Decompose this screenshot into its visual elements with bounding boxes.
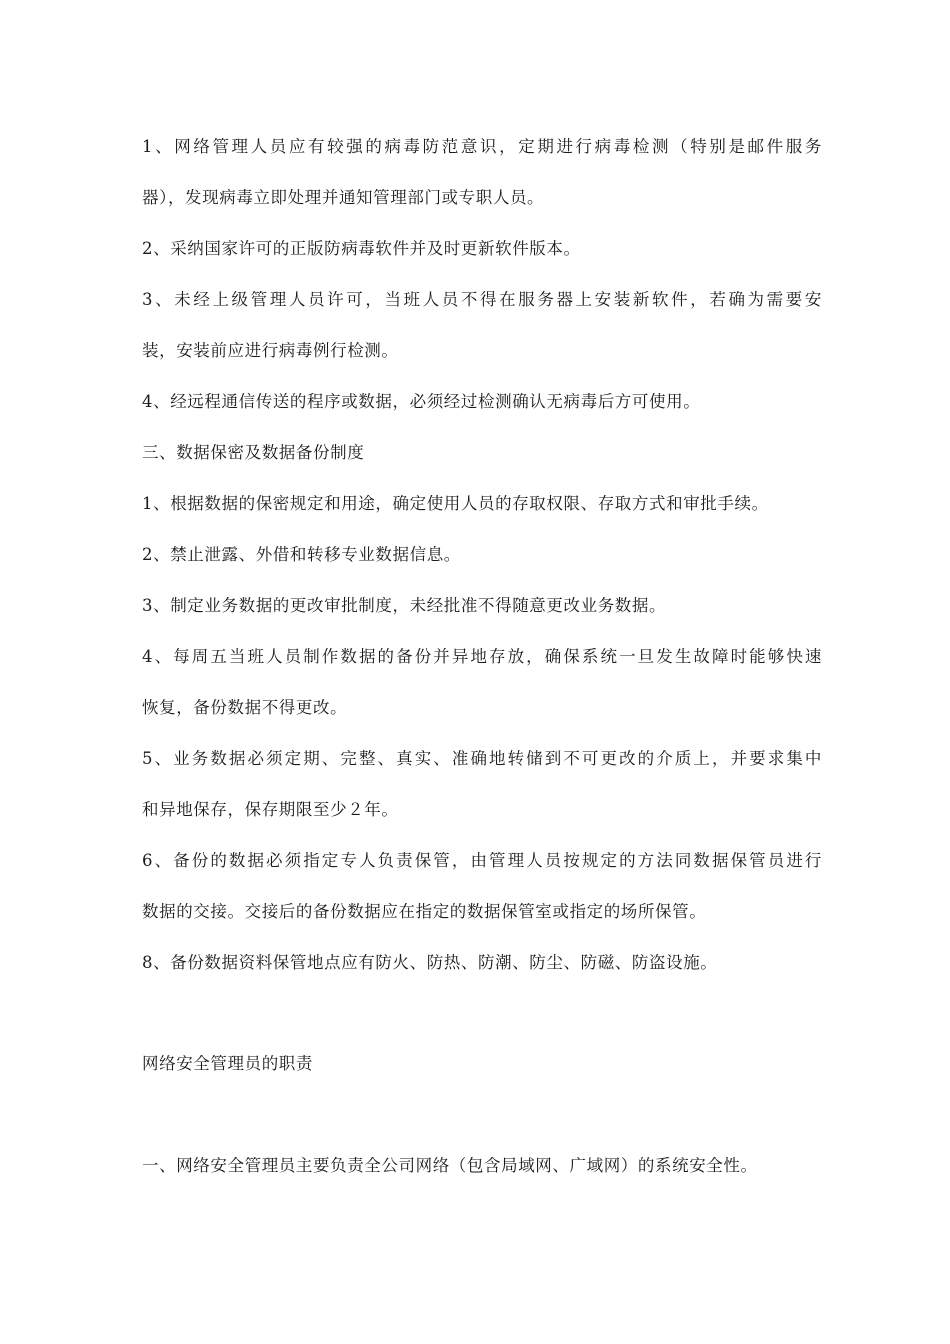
paragraph-line: 数据的交接。交接后的备份数据应在指定的数据保管室或指定的场所保管。 (142, 902, 707, 921)
paragraph-line: 3、未经上级管理人员许可，当班人员不得在服务器上安装新软件，若确为需要安 (142, 290, 822, 309)
paragraph-line: 5、业务数据必须定期、完整、真实、准确地转储到不可更改的介质上，并要求集中 (142, 749, 822, 768)
paragraph-line: 恢复，备份数据不得更改。 (142, 698, 348, 717)
paragraph-line: 1、网络管理人员应有较强的病毒防范意识，定期进行病毒检测（特别是邮件服务 (142, 137, 822, 156)
paragraph-line: 8、备份数据资料保管地点应有防火、防热、防潮、防尘、防磁、防盗设施。 (142, 953, 718, 972)
section-heading: 三、数据保密及数据备份制度 (142, 443, 365, 462)
paragraph-line: 一、网络安全管理员主要负责全公司网络（包含局域网、广域网）的系统安全性。 (142, 1156, 758, 1175)
paragraph-line: 装，安装前应进行病毒例行检测。 (142, 341, 399, 360)
paragraph-line: 3、制定业务数据的更改审批制度，未经批准不得随意更改业务数据。 (142, 596, 667, 615)
paragraph-line: 4、经远程通信传送的程序或数据，必须经过检测确认无病毒后方可使用。 (142, 392, 701, 411)
paragraph-line: 6、备份的数据必须指定专人负责保管，由管理人员按规定的方法同数据保管员进行 (142, 851, 822, 870)
paragraph-line: 和异地保存，保存期限至少２年。 (142, 800, 399, 819)
section-heading: 网络安全管理员的职责 (142, 1054, 313, 1073)
paragraph-line: 4、每周五当班人员制作数据的备份并异地存放，确保系统一旦发生故障时能够快速 (142, 647, 822, 666)
paragraph-line: 2、禁止泄露、外借和转移专业数据信息。 (142, 545, 461, 564)
paragraph-line: 2、采纳国家许可的正版防病毒软件并及时更新软件版本。 (142, 239, 581, 258)
paragraph-line: 1、根据数据的保密规定和用途，确定使用人员的存取权限、存取方式和审批手续。 (142, 494, 769, 513)
paragraph-line: 器），发现病毒立即处理并通知管理部门或专职人员。 (142, 188, 545, 207)
